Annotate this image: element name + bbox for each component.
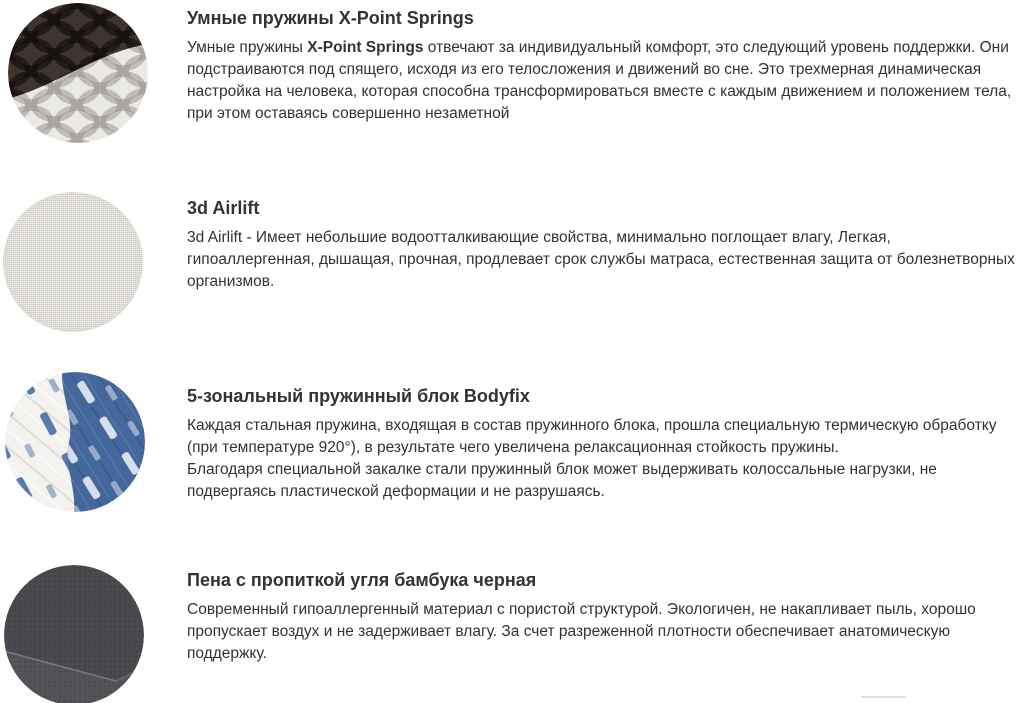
feature-text-block — [187, 569, 1022, 665]
description-text: Умные пружины — [187, 39, 308, 56]
feature-title: Умные пружины X-Point Springs — [187, 8, 474, 28]
mesh-texture-graphic — [3, 192, 143, 332]
description-text: отвечают за индивидуальный комфорт, это следующий уровень поддержки. Они подстраиваются под спящего, исходя из его телосложения и движений во сне. Это трехмерная динамическая настройка на человека, которая способна трансформироваться вместе с каждым движением и положением тела, при этом оставаясь совершенно незаметной — [187, 39, 1012, 122]
bottom-edge-artifact — [861, 696, 906, 698]
spring-block-texture-graphic — [5, 372, 145, 512]
feature-description: Современный гипоаллергенный материал с пористой структурой. Экологичен, не накапливает пыль, хорошо пропускает воздух и не задерживает влагу. За счет разреженной плотности обеспечивает анатомическую поддержку. — [187, 601, 976, 662]
feature-title: 3d Airlift — [187, 198, 260, 218]
description-bold-text: X-Point Springs — [307, 39, 424, 56]
feature-text-block — [187, 7, 1022, 125]
bodyfix-pocket-spring-block-texture-image — [5, 372, 145, 512]
white-mesh-fabric-texture-image — [3, 192, 143, 332]
feature-description — [187, 37, 1022, 125]
feature-description: Каждая стальная пружина, входящая в состав пружинного блока, прошла специальную термическую обработку (при температуре 920°), в результате чего увеличена релаксационная стойкость пружины. — [187, 417, 997, 456]
foam-texture-graphic — [4, 565, 144, 703]
feature-section-bamboo-foam — [0, 558, 1030, 703]
charcoal-bamboo-foam-texture-image — [4, 565, 144, 703]
feature-section-bodyfix — [0, 370, 1030, 558]
quilted-two-tone-mattress-texture-image — [8, 3, 148, 143]
feature-text-block — [187, 385, 1022, 503]
feature-description: Благодаря специальной закалке стали пружинный блок может выдерживать колоссальные нагрузки, не подвергаясь пластической деформации и не разрушаясь. — [187, 461, 937, 500]
feature-description: 3d Airlift - Имеет небольшие водоотталкивающие свойства, минимально поглощает влагу, Легкая, гипоаллергенная, дышащая, прочная, продлевает срок службы матраса, естественная защита от болезнетворных организмов. — [187, 229, 1015, 290]
feature-text-block — [187, 197, 1022, 293]
feature-title: Пена с пропиткой угля бамбука черная — [187, 570, 537, 590]
feature-section-3d-airlift — [0, 190, 1030, 370]
quilt-texture-graphic — [8, 3, 148, 143]
feature-section-x-point-springs — [0, 0, 1030, 190]
feature-title: 5-зональный пружинный блок Bodyfix — [187, 386, 530, 406]
